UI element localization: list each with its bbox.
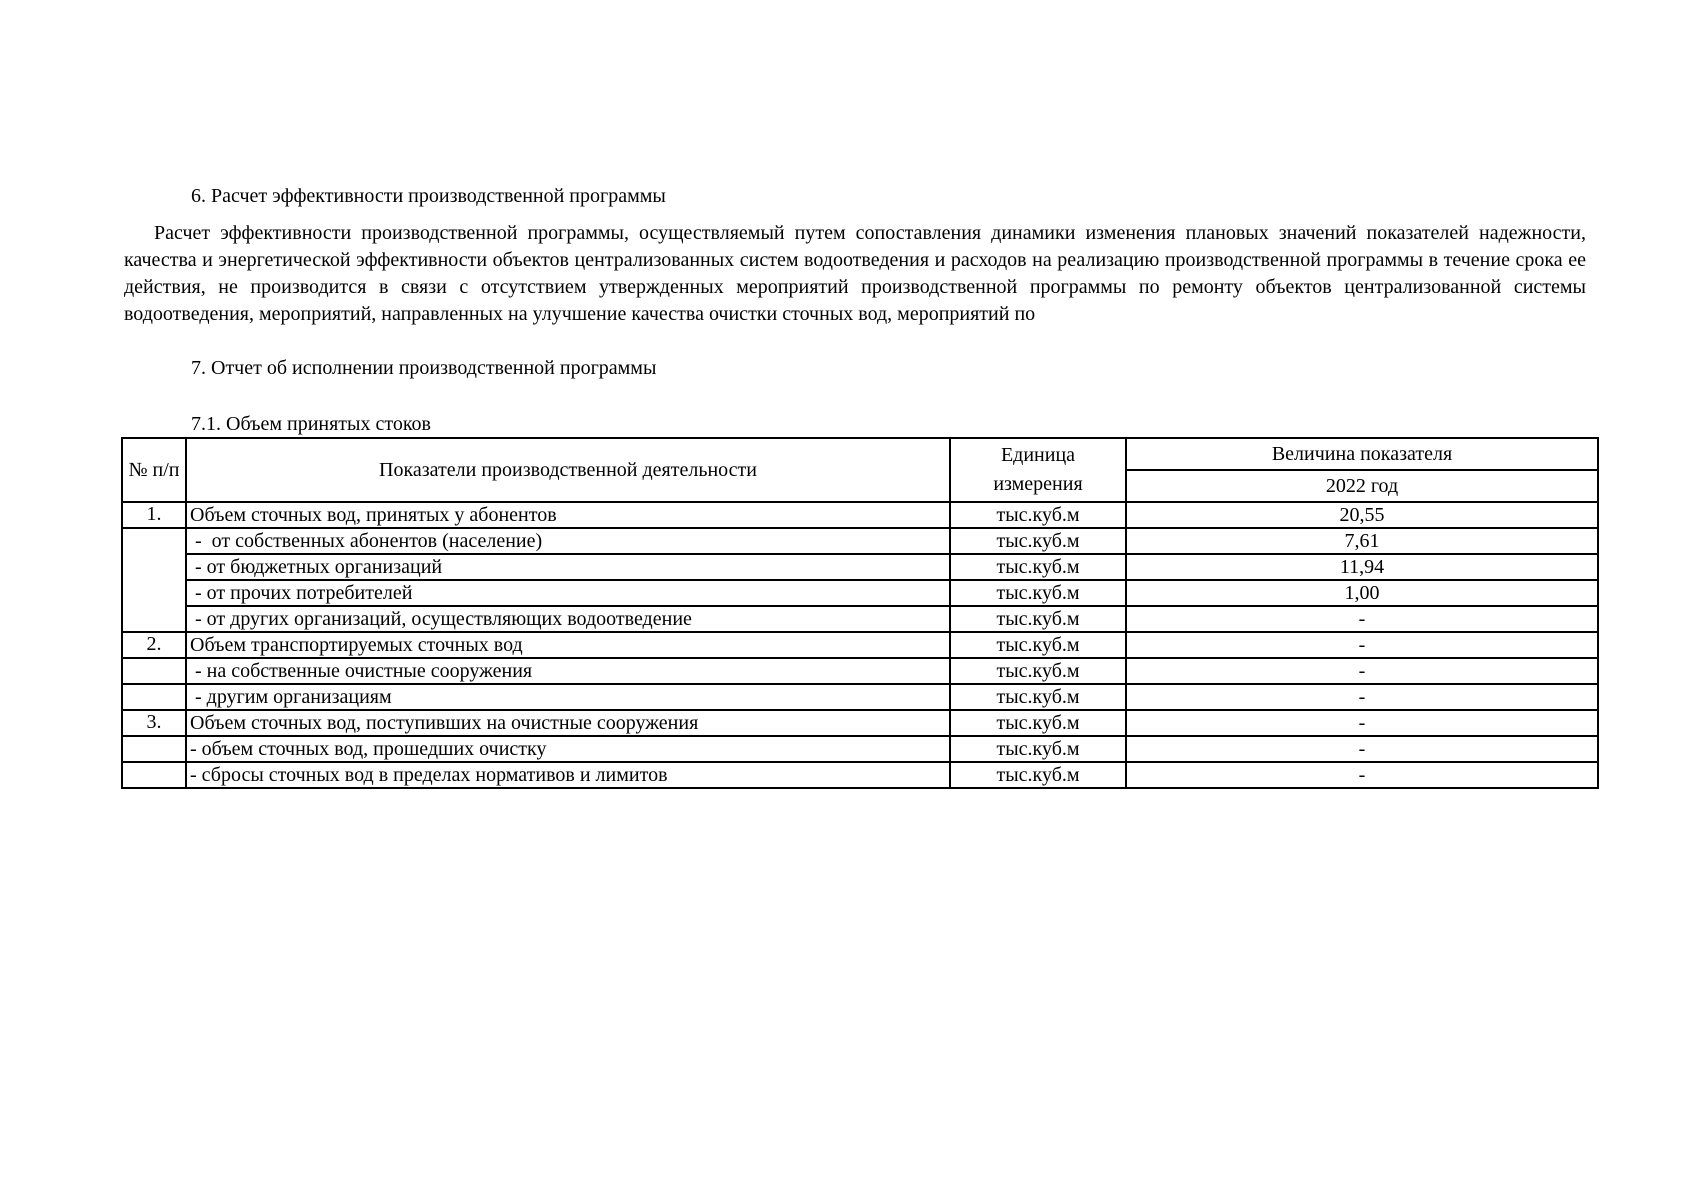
row-unit: тыс.куб.м	[950, 580, 1126, 606]
row-unit: тыс.куб.м	[950, 502, 1126, 528]
row-number	[122, 658, 186, 684]
row-value: 7,61	[1126, 528, 1598, 554]
row-unit: тыс.куб.м	[950, 528, 1126, 554]
table-row	[122, 502, 1598, 528]
row-indicator: - на собственные очистные сооружения	[186, 658, 950, 684]
header-unit-line1: Единица	[1000, 444, 1076, 466]
row-indicator: - от других организаций, осуществляющих водоотведение	[186, 606, 950, 632]
section-7-1-subtitle: 7.1. Объем принятых стоков	[191, 413, 431, 435]
table-row	[122, 684, 1598, 710]
row-unit: тыс.куб.м	[950, 632, 1126, 658]
row-number: 1.	[122, 502, 186, 528]
header-num: № п/п	[122, 438, 186, 502]
row-unit: тыс.куб.м	[950, 658, 1126, 684]
table-header-row	[122, 438, 1598, 470]
row-indicator: - другим организациям	[186, 684, 950, 710]
row-value: -	[1126, 710, 1598, 736]
row-number	[122, 762, 186, 788]
section-7-title: 7. Отчет об исполнении производственной программы	[191, 357, 657, 379]
row-indicator: Объем транспортируемых сточных вод	[186, 632, 950, 658]
table-row	[122, 528, 1598, 554]
row-number: 2.	[122, 632, 186, 658]
table-row	[122, 658, 1598, 684]
row-indicator: - от собственных абонентов (население)	[186, 528, 950, 554]
row-value: -	[1126, 736, 1598, 762]
row-number: 3.	[122, 710, 186, 736]
row-value: -	[1126, 606, 1598, 632]
header-indicator: Показатели производственной деятельности	[186, 438, 950, 502]
row-value: 1,00	[1126, 580, 1598, 606]
section-6-title: 6. Расчет эффективности производственной программы	[191, 185, 666, 207]
row-value: 11,94	[1126, 554, 1598, 580]
table-row	[122, 554, 1598, 580]
header-unit	[950, 438, 1126, 502]
header-year: 2022 год	[1126, 470, 1598, 502]
table-row	[122, 606, 1598, 632]
table-row	[122, 632, 1598, 658]
row-indicator: - объем сточных вод, прошедших очистку	[186, 736, 950, 762]
header-value: Величина показателя	[1126, 438, 1598, 470]
intake-volume-table	[121, 437, 1599, 789]
row-unit: тыс.куб.м	[950, 684, 1126, 710]
header-unit-line2: измерения	[993, 473, 1083, 495]
row-number	[122, 684, 186, 710]
row-number	[122, 528, 186, 632]
row-unit: тыс.куб.м	[950, 606, 1126, 632]
table-row	[122, 580, 1598, 606]
row-unit: тыс.куб.м	[950, 736, 1126, 762]
row-indicator: Объем сточных вод, принятых у абонентов	[186, 502, 950, 528]
row-unit: тыс.куб.м	[950, 710, 1126, 736]
row-value: -	[1126, 658, 1598, 684]
row-indicator: Объем сточных вод, поступивших на очистные сооружения	[186, 710, 950, 736]
row-unit: тыс.куб.м	[950, 762, 1126, 788]
table-row	[122, 736, 1598, 762]
row-value: -	[1126, 684, 1598, 710]
section-6-paragraph: Расчет эффективности производственной программы, осуществляемый путем сопоставления динамики изменения плановых значений показателей надежности, качества и энергетической эффективности объектов централизованных систем водоотведения и расходов на реализацию производственной программы в течение срока ее действия, не производится в связи с отсутствием утвержденных мероприятий производственной программы по ремонту объектов централизованной системы водоотведения, мероприятий, направленных на улучшение качества очистки сточных вод, мероприятий по	[124, 222, 1586, 325]
row-indicator: - сбросы сточных вод в пределах нормативов и лимитов	[186, 762, 950, 788]
row-unit: тыс.куб.м	[950, 554, 1126, 580]
row-value: -	[1126, 632, 1598, 658]
row-indicator: - от прочих потребителей	[186, 580, 950, 606]
table-row	[122, 762, 1598, 788]
row-number	[122, 736, 186, 762]
row-indicator: - от бюджетных организаций	[186, 554, 950, 580]
row-value: 20,55	[1126, 502, 1598, 528]
row-value: -	[1126, 762, 1598, 788]
table-row	[122, 710, 1598, 736]
